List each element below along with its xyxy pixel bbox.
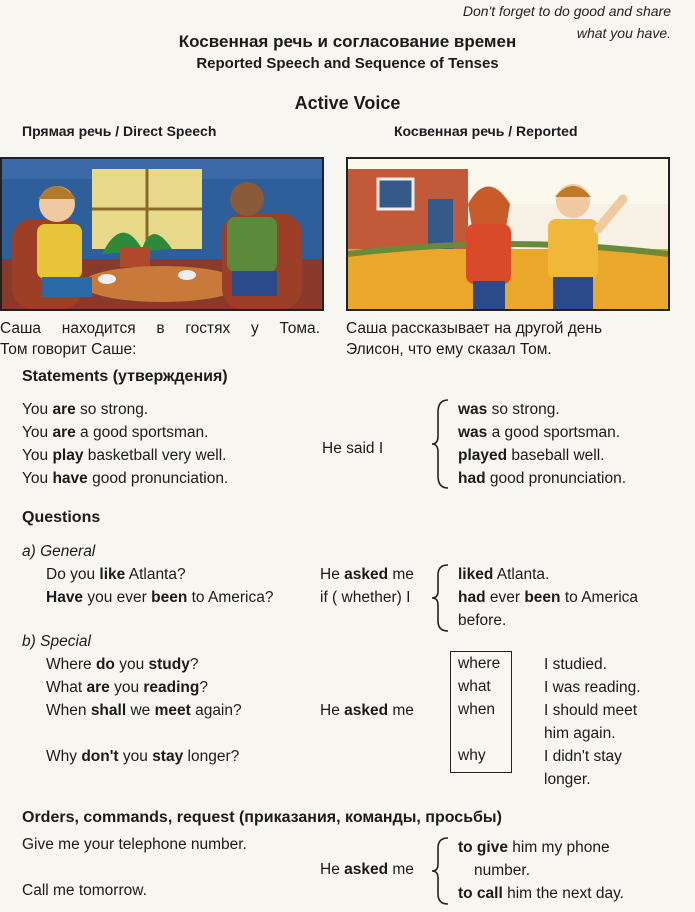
verb: was [458, 401, 488, 418]
verb: do [95, 656, 115, 673]
wh-word-box [450, 651, 512, 773]
text: a good sportsman. [75, 424, 209, 441]
special-direct-row [46, 745, 242, 768]
text: to America? [187, 589, 274, 606]
wh-words [451, 652, 511, 767]
orders-heading: Orders, commands, request (приказания, команды, просьбы) [22, 809, 502, 826]
text: him the next day. [502, 885, 624, 902]
text: What [46, 679, 87, 696]
text: so strong. [75, 401, 149, 418]
verb: been [524, 589, 561, 606]
page-title-ru: Косвенная речь и согласование времен [178, 32, 517, 51]
general-reported-row [458, 563, 638, 586]
text: basketball very well. [83, 447, 227, 464]
general-verb-line: if ( whether) I [320, 589, 411, 606]
text: so strong. [487, 401, 560, 418]
text: ? [189, 656, 199, 673]
verb: asked [344, 702, 389, 719]
reported-speech-heading: Косвенная речь / Reported [394, 123, 578, 139]
statement-direct-row [22, 467, 228, 490]
page-title-en: Reported Speech and Sequence of Tenses [196, 55, 499, 72]
general-direct-row [46, 586, 273, 609]
text: good pronunciation. [485, 470, 627, 487]
orders-reported-row [458, 836, 624, 859]
verb: Have [46, 589, 84, 606]
general-verb-line [320, 563, 414, 586]
statement-direct-row [22, 398, 228, 421]
text: ever [485, 589, 525, 606]
verb: are [52, 424, 76, 441]
direct-caption-line-2: Том говорит Саше: [0, 341, 137, 358]
text: good pronunciation. [87, 470, 229, 487]
text: Do you [46, 566, 100, 583]
verb: don't [81, 748, 119, 765]
verb: was [458, 424, 488, 441]
text: longer? [183, 748, 240, 765]
general-direct-row [46, 563, 273, 586]
orders-reported-row [458, 882, 624, 905]
text: When [46, 702, 91, 719]
orders-reported [458, 836, 624, 905]
curly-brace-icon [430, 563, 452, 633]
text: we [126, 702, 155, 719]
orders-direct-row: Call me tomorrow. [22, 882, 147, 899]
verb: to give [458, 839, 508, 856]
text: to America [560, 589, 639, 606]
special-label [22, 630, 91, 653]
verb: are [52, 401, 76, 418]
special-direct-row [46, 653, 242, 676]
text: Where [46, 656, 96, 673]
special-reported-row: I should meet [544, 702, 638, 719]
verb: asked [344, 566, 389, 583]
text: Why [46, 748, 82, 765]
statement-direct-row [22, 444, 228, 467]
special-reported [544, 653, 641, 791]
statement-reported-row [458, 467, 626, 490]
text: He [320, 702, 345, 719]
illustration-direct-speech [0, 157, 324, 311]
verb: like [99, 566, 126, 583]
reported-caption-line-1: Саша рассказывает на другой день [346, 320, 603, 337]
special-reporting-verb [320, 699, 414, 722]
text: Atlanta. [493, 566, 550, 583]
verb: had [458, 470, 486, 487]
text: baseball well. [507, 447, 605, 464]
verb: study [148, 656, 190, 673]
text: You [22, 470, 53, 487]
illustration-reported-speech [346, 157, 670, 311]
special-reported-row: I was reading. [544, 679, 641, 696]
verb: shall [90, 702, 127, 719]
statement-reported-row [458, 444, 626, 467]
section-title: Active Voice [294, 93, 401, 113]
curly-brace-icon [430, 836, 452, 906]
epigraph-line-1: Don't forget to do good and share [462, 3, 671, 19]
statement-reported-row [458, 421, 626, 444]
label-letter: b) [22, 633, 36, 650]
wh-word: where [458, 655, 501, 672]
label-letter: a) [22, 543, 36, 560]
text: you [114, 656, 149, 673]
text: You [22, 447, 53, 464]
curly-brace-icon [430, 398, 452, 490]
verb: to call [458, 885, 503, 902]
text: You [22, 401, 53, 418]
verb: have [52, 470, 88, 487]
verb: reading [143, 679, 200, 696]
statement-reported-row [458, 398, 626, 421]
orders-reported-row: number. [474, 862, 531, 879]
reported-caption [346, 318, 676, 360]
general-reporting-verb [320, 563, 414, 609]
verb: asked [344, 861, 389, 878]
orders-reporting-verb [320, 858, 414, 881]
verb: are [86, 679, 110, 696]
text: me [388, 566, 414, 583]
text: you [109, 679, 144, 696]
text: you [118, 748, 153, 765]
verb: played [458, 447, 508, 464]
wh-word: why [458, 747, 486, 764]
verb: meet [154, 702, 191, 719]
label-text: General [40, 543, 96, 560]
text: again? [190, 702, 242, 719]
direct-speech-heading: Прямая речь / Direct Speech [22, 123, 217, 139]
text: ? [199, 679, 208, 696]
text: me [388, 702, 414, 719]
text: you ever [83, 589, 152, 606]
verb: play [52, 447, 84, 464]
special-reported-row: I didn't stay [544, 748, 622, 765]
reported-caption-line-2: Элисон, что ему сказал Том. [346, 341, 552, 358]
direct-caption-line-1: Саша находится в гостях у Тома. [0, 320, 320, 337]
text: a good sportsman. [487, 424, 621, 441]
direct-caption [0, 318, 320, 360]
special-direct-row [46, 699, 242, 722]
general-direct [46, 563, 273, 609]
text: him my phone [507, 839, 610, 856]
statements-reporting-verb: He said I [322, 440, 384, 457]
text: me [388, 861, 414, 878]
epigraph-line-2: what you have. [576, 25, 671, 41]
general-reported [458, 563, 638, 632]
statements-direct [22, 398, 228, 490]
verb: had [458, 589, 486, 606]
special-reported-row: him again. [544, 725, 616, 742]
statements-heading: Statements (утверждения) [22, 368, 228, 385]
special-direct [46, 653, 242, 768]
orders-direct-row: Give me your telephone number. [22, 836, 247, 853]
statement-direct-row [22, 421, 228, 444]
verb: been [151, 589, 188, 606]
text: He [320, 861, 345, 878]
text: Atlanta? [125, 566, 186, 583]
label-text: Special [40, 633, 91, 650]
verb: stay [152, 748, 184, 765]
wh-word: when [458, 701, 496, 718]
special-reported-row: I studied. [544, 656, 607, 673]
general-label [22, 540, 95, 563]
text: You [22, 424, 53, 441]
general-reported-row: before. [458, 612, 507, 629]
statements-reported [458, 398, 626, 490]
special-direct-row [46, 676, 242, 699]
verb: liked [458, 566, 494, 583]
questions-heading: Questions [22, 509, 101, 526]
special-reported-row: longer. [544, 771, 591, 788]
text: He [320, 566, 345, 583]
wh-word: what [458, 678, 491, 695]
general-reported-row [458, 586, 638, 609]
